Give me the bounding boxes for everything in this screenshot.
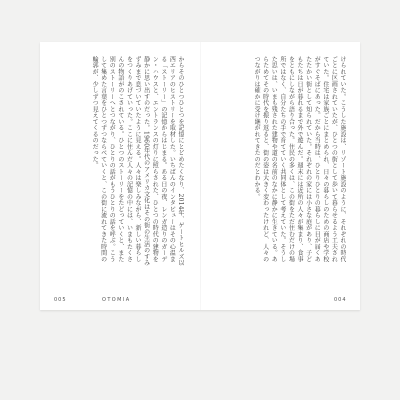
left-page (40, 42, 200, 310)
book-spread (40, 42, 360, 310)
right-page-number: 004 (334, 297, 347, 303)
left-page-number: 005 (54, 297, 67, 303)
right-page-body-text: けられていた。こうした施設は、リゾート施設のように、それぞれの時代ごとに区画されていたが、ひとつの街として歩いて暮らせるよう工夫されていた。住宅は家族ごとにまとめられ、日々の暮らしのための商店や学校がすぐそばにあった。だから当時は、ひとりひとりの暮らしに目が届くあたたかい街として知られていた。それぞれの家には小さな庭があり、子どもたちは日が暮れるまで外で遊んだ。週末には近所の人々が集まり、食事をともにしながら語り合った。住民の多くは、この街をただ住むだけの場所ではなく、自分たちの手で育てていく共同体として考えていた。そうした思いは、いまも残された建物や道の名前のなかに静かに生きている。あらためてその時代を振り返ると、街の姿は大きく変わったけれど、人々のつながりは確かに受け継がれてきたのだとわかる。 (253, 56, 346, 263)
left-page-running-title: OTOMIA (102, 297, 131, 303)
right-page (200, 42, 360, 310)
left-page-body-text: からそのひとつひとつを記憶にとどめたくなり、2014年、ゲートヒルズ以西エリアのヒストリーを取材した。いちばんのインタビューはその心温まる「ストーリー」の記憶からはじまる。ある日の夜、レンガ造りのガーデン・ハウスと、エントランスの灯りに照らされた、ひとつの時代の建物を静かに思い出すのだった。1960年代のアメリカ文化はその街の生活のすみずみまで息づいていたように見える。人々は楽しみながら、新しい暮らしをつくりあげていった。ここに住んだ人々の記憶の中には、いまもたくさんの物語がのこされている。ひとつのストーリーをたどっていくと、また別のストーリーへとつながり、ひとりの話がもうひとりの話を呼ぶ。こうして集めた言葉をひとつずつならべていくと、この街に流れてきた時間の輪郭が、少しずつ見えてくるのだった。 (91, 56, 184, 267)
